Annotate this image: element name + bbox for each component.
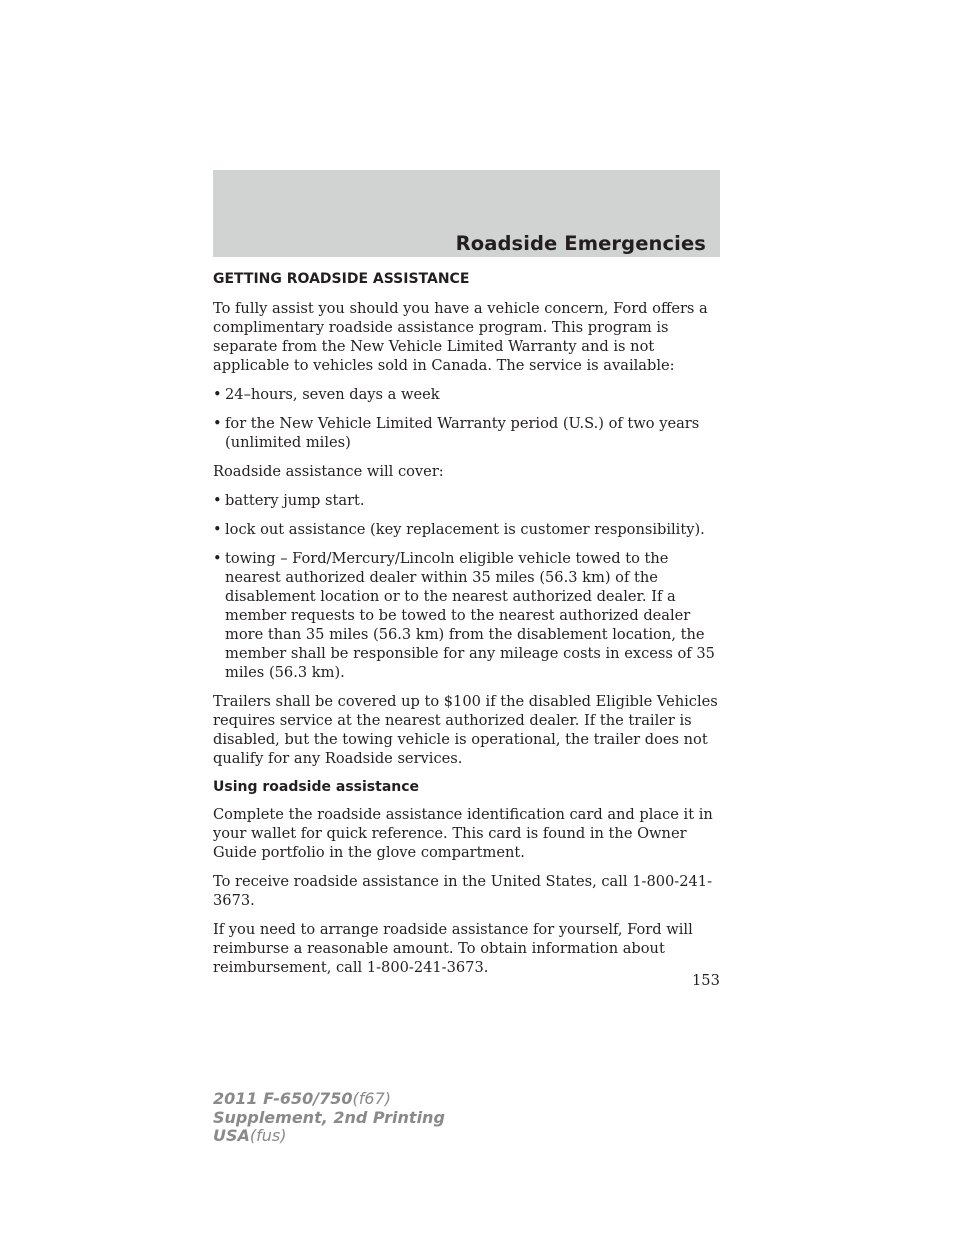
bullet-icon: • [213, 492, 222, 509]
bullet-icon: • [213, 415, 222, 432]
bullet-icon: • [213, 550, 222, 567]
trailers-paragraph: Trailers shall be covered up to $100 if the disabled Eligible Vehicles requires service at the nearest authorized dealer. If the trailer is disabled, but the towing vehicle is operational, the trailer does not qualify for any Roadside services. [213, 693, 718, 767]
footer-line-1 [213, 1090, 445, 1109]
coverage-list [213, 491, 725, 682]
call-paragraph: To receive roadside assistance in the United States, call 1-800-241-3673. [213, 873, 713, 909]
reimburse-paragraph: If you need to arrange roadside assistance for yourself, Ford will reimburse a reasonable amount. To obtain information about reimbursement, call 1-800-241-3673. [213, 921, 693, 976]
list-item-text: battery jump start. [225, 492, 365, 509]
availability-list [213, 385, 725, 452]
list-item [213, 520, 725, 539]
cover-intro: Roadside assistance will cover: [213, 463, 444, 480]
list-item-text: lock out assistance (key replacement is customer responsibility). [225, 521, 705, 538]
section-heading: GETTING ROADSIDE ASSISTANCE [213, 271, 470, 287]
list-item [213, 414, 725, 452]
footer-line-2: Supplement, 2nd Printing [213, 1107, 445, 1127]
list-item-text: for the New Vehicle Limited Warranty period (U.S.) of two years (unlimited miles) [225, 415, 700, 451]
bullet-icon: • [213, 521, 222, 538]
page-content [213, 270, 725, 987]
card-paragraph: Complete the roadside assistance identification card and place it in your wallet for quick reference. This card is found in the Owner Guide portfolio in the glove compartment. [213, 806, 713, 861]
list-item [213, 491, 725, 510]
page-number: 153 [692, 972, 720, 989]
footer-model: 2011 F-650/750 [213, 1089, 353, 1108]
subheading: Using roadside assistance [213, 779, 420, 795]
footer-line-3 [213, 1127, 445, 1146]
footer-model-code: (f67) [352, 1089, 391, 1108]
print-footer [213, 1090, 445, 1146]
section-header-band [213, 170, 720, 257]
intro-paragraph: To fully assist you should you have a vehicle concern, Ford offers a complimentary roadside assistance program. This program is separate from the New Vehicle Limited Warranty and is not applicable to vehicles sold in Canada. The service is available: [213, 300, 708, 374]
list-item [213, 549, 725, 682]
footer-market-code: (fus) [249, 1126, 287, 1145]
list-item-text: 24–hours, seven days a week [225, 386, 440, 403]
section-title: Roadside Emergencies [455, 232, 706, 255]
list-item-text: towing – Ford/Mercury/Lincoln eligible vehicle towed to the nearest authorized dealer within 35 miles (56.3 km) of the disablement location or to the nearest authorized dealer. If a member requests to be towed to the nearest authorized dealer more than 35 miles (56.3 km) from the disablement location, the member shall be responsible for any mileage costs in excess of 35 miles (56.3 km). [225, 550, 715, 681]
bullet-icon: • [213, 386, 222, 403]
footer-market: USA [213, 1126, 250, 1145]
list-item [213, 385, 725, 404]
